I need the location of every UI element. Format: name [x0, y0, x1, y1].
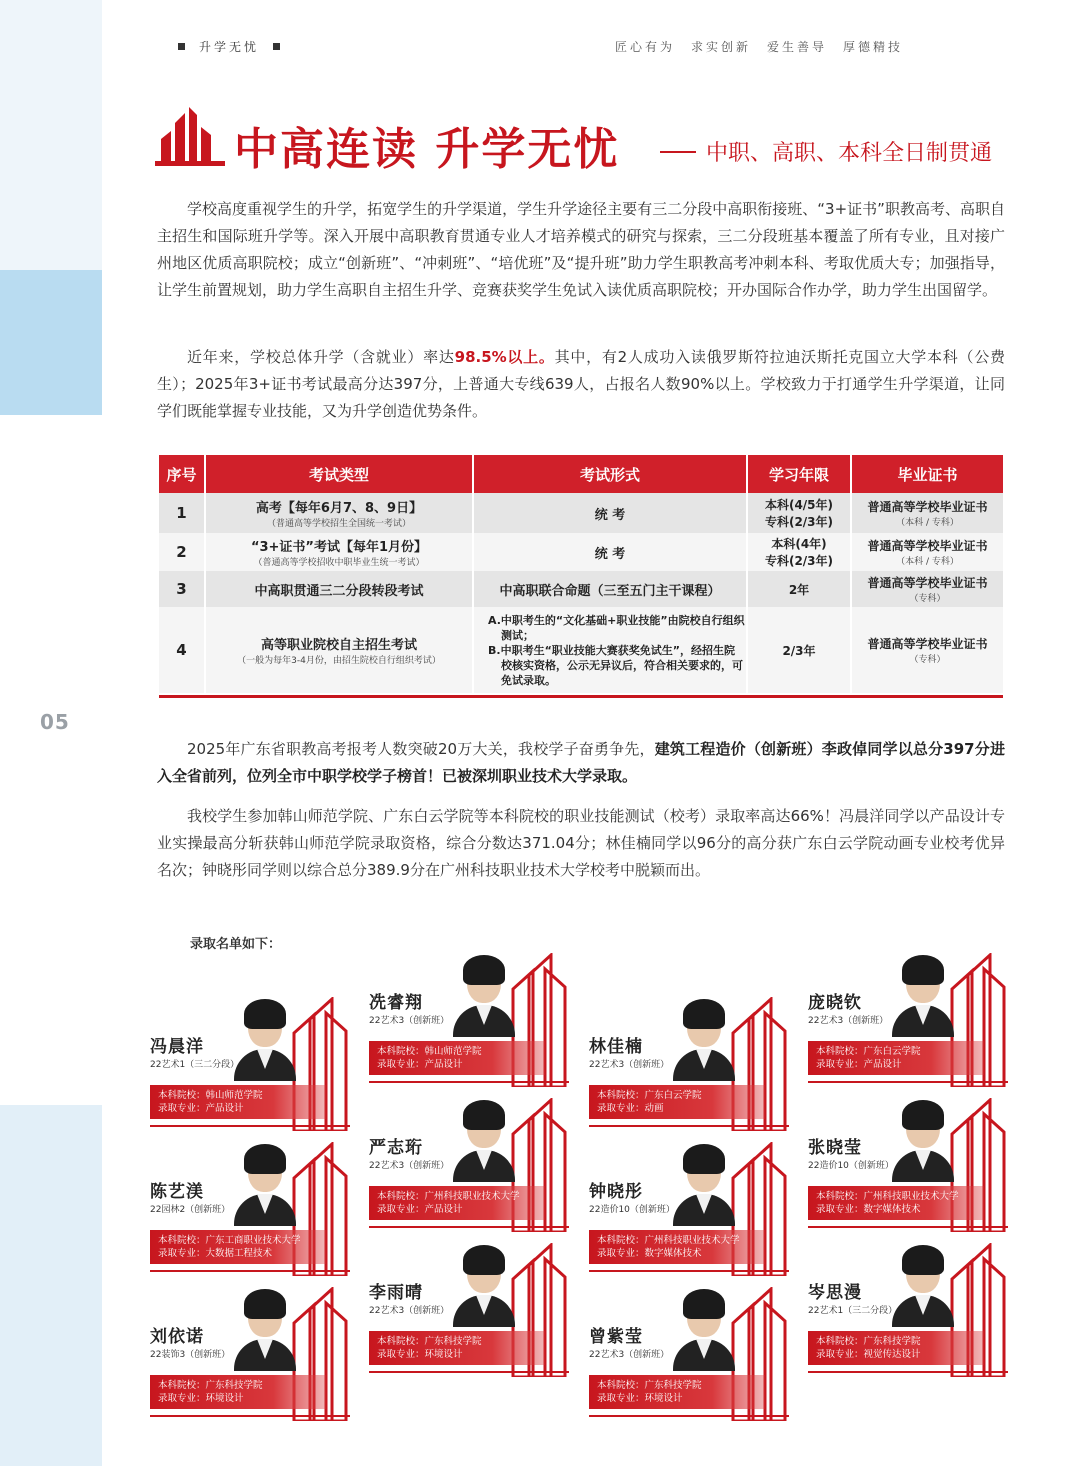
student-card: [369, 1098, 569, 1232]
student-photo: [230, 999, 300, 1081]
admission-major: 录取专业：产品设计: [377, 1204, 463, 1215]
card-bottom-rule: [589, 1415, 789, 1417]
student-class: 22造价10（创新班）: [808, 1161, 894, 1171]
student-card: [369, 953, 569, 1087]
student-name: 严志珩: [369, 1138, 423, 1158]
student-photo: [230, 1289, 300, 1371]
student-class: 22艺术3（创新班）: [589, 1350, 670, 1360]
student-name: 李雨晴: [369, 1283, 423, 1303]
student-photo: [669, 999, 739, 1081]
table-row: [159, 493, 1003, 533]
student-photo: [449, 1100, 519, 1182]
side-decoration-middle: [0, 415, 102, 1105]
certificate-cell: 普通高等学校毕业证书 （本科 / 专科）: [851, 533, 1003, 571]
top-score-paragraph: [157, 736, 1005, 790]
exam-type-cell: 高等职业院校自主招生考试 （一般为每年3-4月份，由招生院校自行组织考试）: [205, 607, 473, 693]
admission-major: 录取专业：环境设计: [377, 1349, 463, 1360]
admission-info: [150, 1375, 326, 1409]
student-class: 22装饰3（创新班）: [150, 1350, 231, 1360]
row-number: 3: [159, 571, 205, 607]
exam-form-cell: 统 考: [473, 533, 747, 571]
student-photo: [449, 955, 519, 1037]
admission-info: [589, 1375, 765, 1409]
motto-item: 厚德精技: [843, 40, 904, 54]
table-header: 考试形式: [473, 455, 747, 493]
card-bottom-rule: [808, 1081, 1008, 1083]
card-bottom-rule: [808, 1371, 1008, 1373]
admission-school: 本科院校：广州科技职业技术大学: [377, 1191, 520, 1202]
student-class: 22艺术1（三二分段）: [150, 1060, 240, 1070]
row-number: 4: [159, 607, 205, 693]
card-bottom-rule: [150, 1415, 350, 1417]
admission-school: 本科院校：广州科技职业技术大学: [816, 1191, 959, 1202]
years-cell: 2年: [747, 571, 851, 607]
admission-school: 本科院校：广东科技学院: [158, 1380, 263, 1391]
card-bottom-rule: [369, 1371, 569, 1373]
building-logo-icon: [155, 105, 225, 167]
years-cell: 本科(4年) 专科(2/3年): [747, 533, 851, 571]
admission-major: 录取专业：产品设计: [377, 1059, 463, 1070]
rate-highlight: 98.5%以上。: [454, 348, 555, 366]
table-row: [159, 533, 1003, 571]
student-name: 刘依诺: [150, 1327, 204, 1347]
admission-major: 录取专业：动画: [597, 1103, 664, 1114]
exam-type-cell: 中高职贯通三二分段转段考试: [205, 571, 473, 607]
running-header-right: [615, 38, 903, 55]
certificate-cell: 普通高等学校毕业证书 （专科）: [851, 607, 1003, 693]
admission-info: [808, 1186, 984, 1220]
exam-form-cell: 中高职联合命题（三至五门主干课程）: [473, 571, 747, 607]
admission-major: 录取专业：环境设计: [597, 1393, 683, 1404]
card-bottom-rule: [589, 1125, 789, 1127]
student-photo: [669, 1289, 739, 1371]
top-score-text: 2025年广东省职教高考报考人数突破20万大关，我校学子奋勇争先，: [187, 740, 655, 758]
intro-paragraph: 学校高度重视学生的升学，拓宽学生的升学渠道，学生升学途径主要有三二分段中高职衔接班、“3+证书”职教高考、高职自主招生和国际班升学等。深入开展中高职教育贯通专业人才培养模式的研究与探索，三二分段班基本覆盖了所有专业，且对接广州地区优质高职院校；成立“创新班”、“冲刺班”、“培优班”及“提升班”助力学生职教高考冲刺本科、考取优质大专；加强指导，让学生前置规划，助力学生高职自主招生升学、竞赛获奖学生免试入读优质高职院校；开办国际合作办学，助力学生出国留学。: [157, 200, 1005, 299]
form-option-b: B.中职考生“职业技能大赛获奖免试生”，经招生院校核实资格，公示无异议后，符合相关要求的，可免试录取。: [488, 643, 743, 687]
card-bottom-rule: [369, 1081, 569, 1083]
student-name: 曾紫莹: [589, 1327, 643, 1347]
exam-form-cell: 统 考: [473, 493, 747, 533]
student-name: 冯晨洋: [150, 1037, 204, 1057]
exam-form-cell: [473, 607, 747, 693]
table-bottom-rule: [159, 695, 1003, 698]
table-header: 学习年限: [747, 455, 851, 493]
student-class: 22艺术3（创新班）: [369, 1161, 450, 1171]
admission-info: [150, 1230, 326, 1264]
card-bottom-rule: [150, 1125, 350, 1127]
page-number: 05: [40, 710, 70, 734]
admission-major: 录取专业：视觉传达设计: [816, 1349, 921, 1360]
certificate-cell: 普通高等学校毕业证书 （本科 / 专科）: [851, 493, 1003, 533]
student-card: [589, 1287, 789, 1421]
student-name: 张晓莹: [808, 1138, 862, 1158]
student-class: 22园林2（创新班）: [150, 1205, 231, 1215]
admission-info: [150, 1085, 326, 1119]
top-score-bold: 建筑工程造价（创新班）李政倬同学以总分397分进入全省前列，位列全市中职学校学子榜首！已被深圳职业技术大学录取。: [157, 740, 1005, 785]
row-number: 2: [159, 533, 205, 571]
years-cell: 2/3年: [747, 607, 851, 693]
student-card: [589, 997, 789, 1131]
admission-school: 本科院校：广东科技学院: [816, 1336, 921, 1347]
skill-test-paragraph: 我校学生参加韩山师范学院、广东白云学院等本科院校的职业技能测试（校考）录取率高达66%！冯晨洋同学以产品设计专业实操最高分斩获韩山师范学院录取资格，综合分数达371.04分；林佳楠同学以96分的高分获广东白云学院动画专业校考优异名次；钟晓彤同学则以综合总分389.9分在广州科技职业技术大学校考中脱颖而出。: [157, 807, 1005, 879]
square-bullet-icon: [273, 43, 280, 50]
admission-major: 录取专业：大数据工程技术: [158, 1248, 273, 1259]
table-header: 毕业证书: [851, 455, 1003, 493]
student-card: [150, 1142, 350, 1276]
admission-info: [589, 1230, 765, 1264]
admission-list-title: 录取名单如下：: [190, 937, 282, 952]
student-photo: [230, 1144, 300, 1226]
card-bottom-rule: [808, 1226, 1008, 1228]
card-bottom-rule: [150, 1270, 350, 1272]
table-header: 考试类型: [205, 455, 473, 493]
square-bullet-icon: [178, 43, 185, 50]
rate-text-a: 近年来，学校总体升学（含就业）率达: [187, 348, 455, 366]
certificate-cell: 普通高等学校毕业证书 （专科）: [851, 571, 1003, 607]
admission-major: 录取专业：数字媒体技术: [816, 1204, 921, 1215]
motto-item: 匠心有为: [615, 40, 676, 54]
side-decoration-band: [0, 270, 102, 415]
admission-school: 本科院校：韩山师范学院: [377, 1046, 482, 1057]
dash-divider: [660, 151, 696, 153]
student-card: [808, 953, 1008, 1087]
admission-info: [589, 1085, 765, 1119]
admission-school: 本科院校：广州科技职业技术大学: [597, 1235, 740, 1246]
side-decoration-bottom: [0, 1105, 102, 1466]
running-header-text: 升学无忧: [199, 40, 260, 54]
admission-major: 录取专业：产品设计: [158, 1103, 244, 1114]
admission-major: 录取专业：数字媒体技术: [597, 1248, 702, 1259]
student-photo: [888, 1100, 958, 1182]
motto-item: 爱生善导: [767, 40, 828, 54]
admission-school: 本科院校：广东白云学院: [597, 1090, 702, 1101]
admission-info: [808, 1331, 984, 1365]
motto-item: 求实创新: [691, 40, 752, 54]
row-number: 1: [159, 493, 205, 533]
admission-major: 录取专业：环境设计: [158, 1393, 244, 1404]
side-decoration-top: [0, 0, 102, 270]
admission-major: 录取专业：产品设计: [816, 1059, 902, 1070]
rate-paragraph: [157, 344, 1005, 425]
student-photo: [669, 1144, 739, 1226]
card-bottom-rule: [369, 1226, 569, 1228]
student-class: 22造价10（创新班）: [589, 1205, 675, 1215]
student-card: [589, 1142, 789, 1276]
admission-info: [369, 1186, 545, 1220]
page-title: 中高连读 升学无忧: [234, 124, 620, 175]
years-cell: 本科(4/5年) 专科(2/3年): [747, 493, 851, 533]
admission-info: [369, 1041, 545, 1075]
student-class: 22艺术3（创新班）: [589, 1060, 670, 1070]
admission-school: 本科院校：广东工商职业技术大学: [158, 1235, 301, 1246]
admission-school: 本科院校：广东科技学院: [377, 1336, 482, 1347]
exam-type-cell: “3+证书”考试【每年1月份】 （普通高等学校招收中职毕业生统一考试）: [205, 533, 473, 571]
form-option-a: A.中职考生的“文化基础+职业技能”由院校自行组织测试；: [488, 613, 745, 642]
admission-info: [369, 1331, 545, 1365]
student-card: [808, 1243, 1008, 1377]
card-bottom-rule: [589, 1270, 789, 1272]
student-name: 岑思漫: [808, 1283, 862, 1303]
admission-school: 本科院校：广东白云学院: [816, 1046, 921, 1057]
table-row: [159, 607, 1003, 693]
student-card: [369, 1243, 569, 1377]
page-subtitle: [660, 136, 992, 167]
student-name: 冼睿翔: [369, 993, 423, 1013]
student-class: 22艺术1（三二分段）: [808, 1306, 898, 1316]
student-card: [150, 997, 350, 1131]
admission-school: 本科院校：韩山师范学院: [158, 1090, 263, 1101]
rate-text-b: 其中，有2人成功入读俄罗斯符拉迪沃斯托克国立大学本科（公费生）；2025年3+证书考试最高分达397分，上普通大专线639人，占报名人数90%以上。学校致力于打通学生升学渠道，让同学们既能掌握专业技能，又为升学创造优势条件。: [157, 348, 1005, 420]
student-photo: [888, 1245, 958, 1327]
student-photo: [888, 955, 958, 1037]
exam-table: [159, 455, 1003, 693]
subtitle-text: 中职、高职、本科全日制贯通: [706, 141, 993, 166]
student-class: 22艺术3（创新班）: [369, 1016, 450, 1026]
student-name: 陈艺渼: [150, 1182, 204, 1202]
student-class: 22艺术3（创新班）: [808, 1016, 889, 1026]
student-card: [808, 1098, 1008, 1232]
running-header-left: [178, 38, 280, 55]
admission-school: 本科院校：广东科技学院: [597, 1380, 702, 1391]
student-name: 庞晓钦: [808, 993, 862, 1013]
student-name: 钟晓彤: [589, 1182, 643, 1202]
table-row: [159, 571, 1003, 607]
student-name: 林佳楠: [589, 1037, 643, 1057]
table-header: 序号: [159, 455, 205, 493]
student-photo: [449, 1245, 519, 1327]
exam-type-cell: 高考【每年6月7、8、9日】 （普通高等学校招生全国统一考试）: [205, 493, 473, 533]
student-class: 22艺术3（创新班）: [369, 1306, 450, 1316]
student-card: [150, 1287, 350, 1421]
admission-info: [808, 1041, 984, 1075]
